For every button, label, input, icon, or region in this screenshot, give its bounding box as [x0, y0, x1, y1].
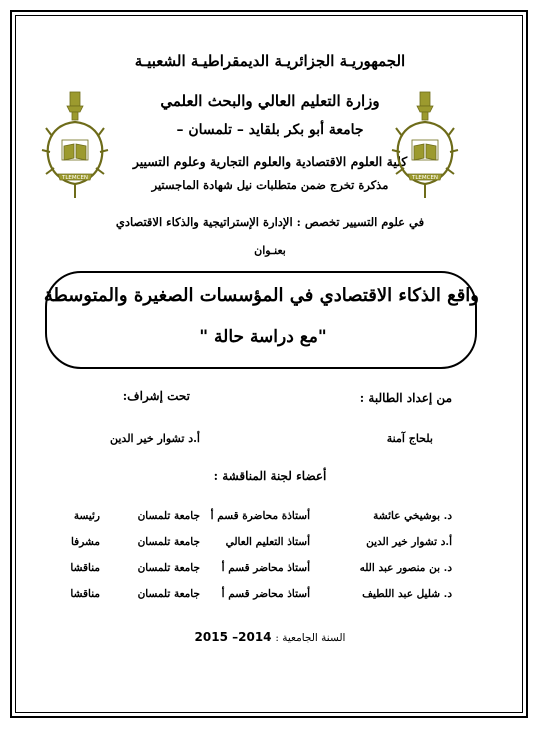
member-university: جامعة تلمسان: [137, 562, 200, 574]
faculty-line: كلية العلوم الاقتصادية والعلوم التجارية وعلوم التسيير: [132, 154, 408, 169]
member-university: جامعة تلمسان: [137, 536, 200, 548]
thesis-title-line2: "مع دراسة حالة ": [199, 327, 327, 347]
member-name: د. بن منصور عبد الله: [359, 562, 452, 574]
member-university: جامعة تلمسان: [137, 588, 200, 600]
university-line: جامعة أبو بكر بلقايد – تلمسان –: [176, 122, 364, 138]
member-name: د. بوشيخي عائشة: [373, 510, 452, 522]
member-rank: أستاذ محاضر قسم أ: [221, 588, 310, 600]
republic-line: الجمهوريـة الجزائريـة الديمقراطيـة الشعبيـة: [134, 52, 406, 70]
university-emblem-right: [390, 90, 460, 200]
emblem-caption-left: TLEMCEN: [61, 175, 89, 181]
member-name: أ.د تشوار خير الدين: [366, 536, 452, 548]
member-rank: أستاذ التعليم العالي: [225, 536, 310, 548]
thesis-title-box: [45, 271, 477, 369]
supervisor-name: أ.د تشوار خير الدين: [109, 432, 200, 445]
specialty-line: في علوم التسيير تخصص : الإدارة الإستراتيجية والذكاء الاقتصادي: [115, 215, 425, 229]
member-role: رئيسة: [73, 510, 100, 522]
academic-year-value: 2014– 2015: [194, 630, 272, 644]
committee-heading: أعضاء لجنة المناقشة :: [213, 469, 327, 483]
academic-year-label: السنة الجامعية :: [275, 632, 346, 644]
academic-year: [0, 630, 540, 644]
university-emblem-left: [40, 90, 110, 200]
member-role: مناقشا: [70, 588, 100, 600]
thesis-note-line: مذكرة تخرج ضمن متطلبات نيل شهادة الماجستير: [151, 178, 389, 192]
member-role: مشرفا: [70, 536, 100, 548]
supervised-by-label: تحت إشراف:: [122, 389, 190, 403]
ministry-line: وزارة التعليم العالي والبحث العلمي: [160, 92, 380, 110]
title-label: بعنـوان: [254, 244, 286, 257]
thesis-title-line1: واقع الذكاء الاقتصادي في المؤسسات الصغيرة والمتوسطة: [43, 285, 479, 306]
member-university: جامعة تلمسان: [137, 510, 200, 522]
member-rank: أستاذ محاضر قسم أ: [221, 562, 310, 574]
member-role: مناقشا: [70, 562, 100, 574]
student-name: بلحاج آمنة: [386, 432, 433, 445]
emblem-caption-right: TLEMCEN: [411, 175, 439, 181]
member-name: د. شليل عبد اللطيف: [362, 588, 452, 600]
prepared-by-label: من إعداد الطالبة :: [359, 391, 452, 405]
member-rank: أستاذة محاضرة قسم أ: [210, 510, 310, 522]
